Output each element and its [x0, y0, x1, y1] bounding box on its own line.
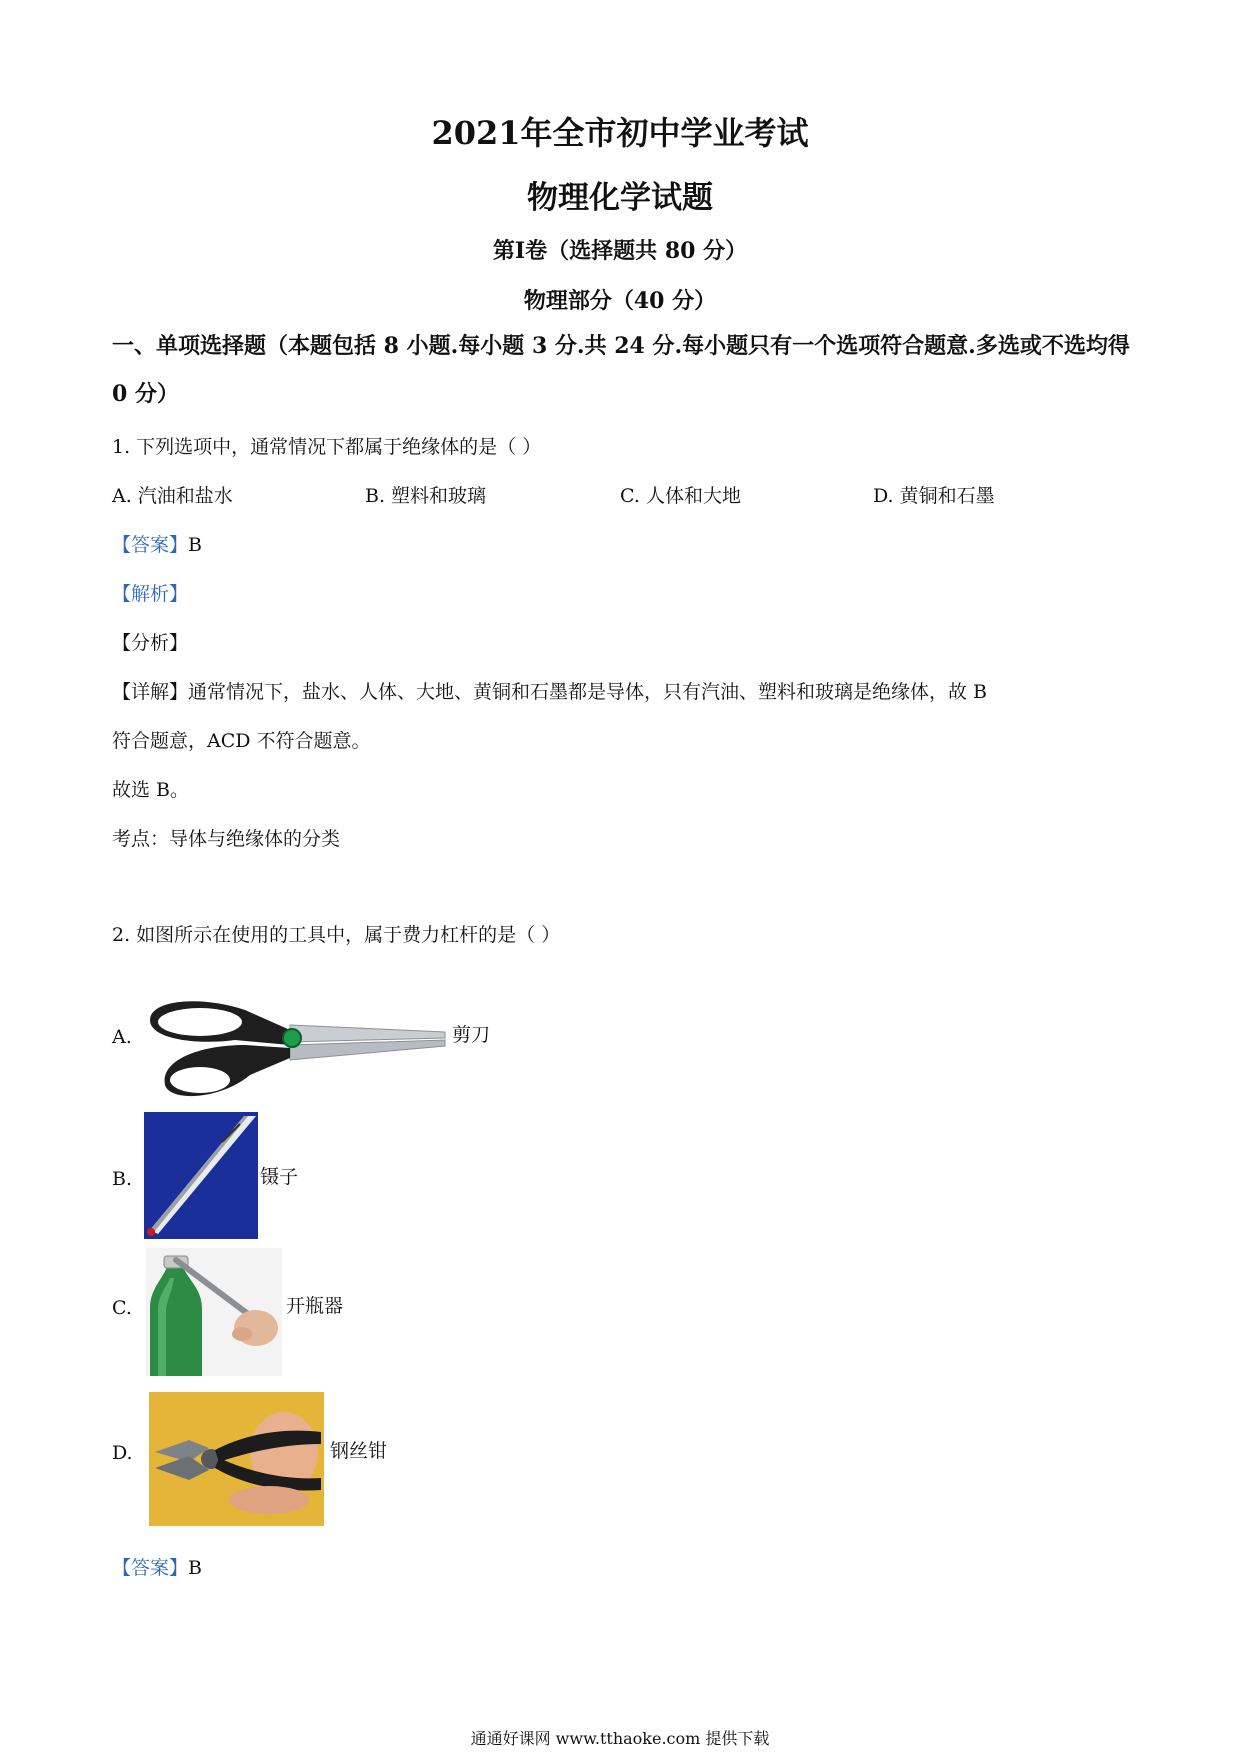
section-heading: 一、单项选择题（本题包括 8 小题.每小题 3 分.共 24 分.每小题只有一个选项符合题意.多选或不选均得 0 分）	[112, 333, 1130, 407]
tweezers-image	[144, 1112, 258, 1239]
q1-option-b: B. 塑料和玻璃	[365, 485, 487, 507]
answer-tag: 【答案】	[112, 534, 189, 556]
detail-tag: 【详解】	[112, 681, 189, 703]
exam-subtitle: 物理化学试题	[527, 180, 713, 216]
q1-fenxi-tag: 【分析】	[112, 632, 189, 654]
q2-option-d-label: 钢丝钳	[330, 1440, 388, 1462]
q1-conclusion: 故选 B。	[112, 779, 190, 801]
scissors-image	[140, 990, 450, 1105]
q1-analysis-tag: 【解析】	[112, 583, 189, 605]
bottle-opener-image	[146, 1248, 282, 1376]
q2-option-c-label: 开瓶器	[286, 1295, 344, 1317]
answer-value: B	[188, 534, 202, 556]
exam-title: 2021年全市初中学业考试	[431, 114, 809, 152]
page-footer: 通通好课网 www.tthaoke.com 提供下载	[470, 1729, 770, 1748]
q1-kaodian: 考点：导体与绝缘体的分类	[112, 828, 341, 850]
q1-detail-line1	[112, 677, 987, 704]
q2-option-a-label: 剪刀	[452, 1024, 491, 1046]
volume-heading: 第Ⅰ卷（选择题共 80 分）	[492, 238, 748, 264]
q1-option-c: C. 人体和大地	[620, 485, 741, 507]
q2-option-d-letter: D.	[112, 1442, 133, 1464]
q1-detail-line2: 符合题意，ACD 不符合题意。	[112, 730, 371, 752]
q2-option-b-letter: B.	[112, 1168, 133, 1190]
detail-text: 通常情况下，盐水、人体、大地、黄铜和石墨都是导体，只有汽油、塑料和玻璃是绝缘体，故 B	[188, 681, 988, 703]
q1-option-d: D. 黄铜和石墨	[873, 485, 995, 507]
q2-option-b-label: 镊子	[260, 1166, 299, 1188]
q2-answer-tag: 【答案】	[112, 1557, 189, 1579]
q1-option-a: A. 汽油和盐水	[112, 485, 233, 507]
q2-option-c-letter: C.	[112, 1297, 132, 1319]
q2-answer-value: B	[188, 1557, 202, 1579]
pliers-image	[149, 1392, 324, 1526]
q2-stem: 2. 如图所示在使用的工具中，属于费力杠杆的是（ ）	[112, 924, 561, 946]
q2-answer	[112, 1553, 202, 1580]
q1-answer	[112, 530, 202, 557]
q2-option-a-letter: A.	[112, 1026, 132, 1048]
q1-stem: 1. 下列选项中，通常情况下都属于绝缘体的是（ ）	[112, 436, 542, 458]
part-heading: 物理部分（40 分）	[523, 288, 717, 314]
